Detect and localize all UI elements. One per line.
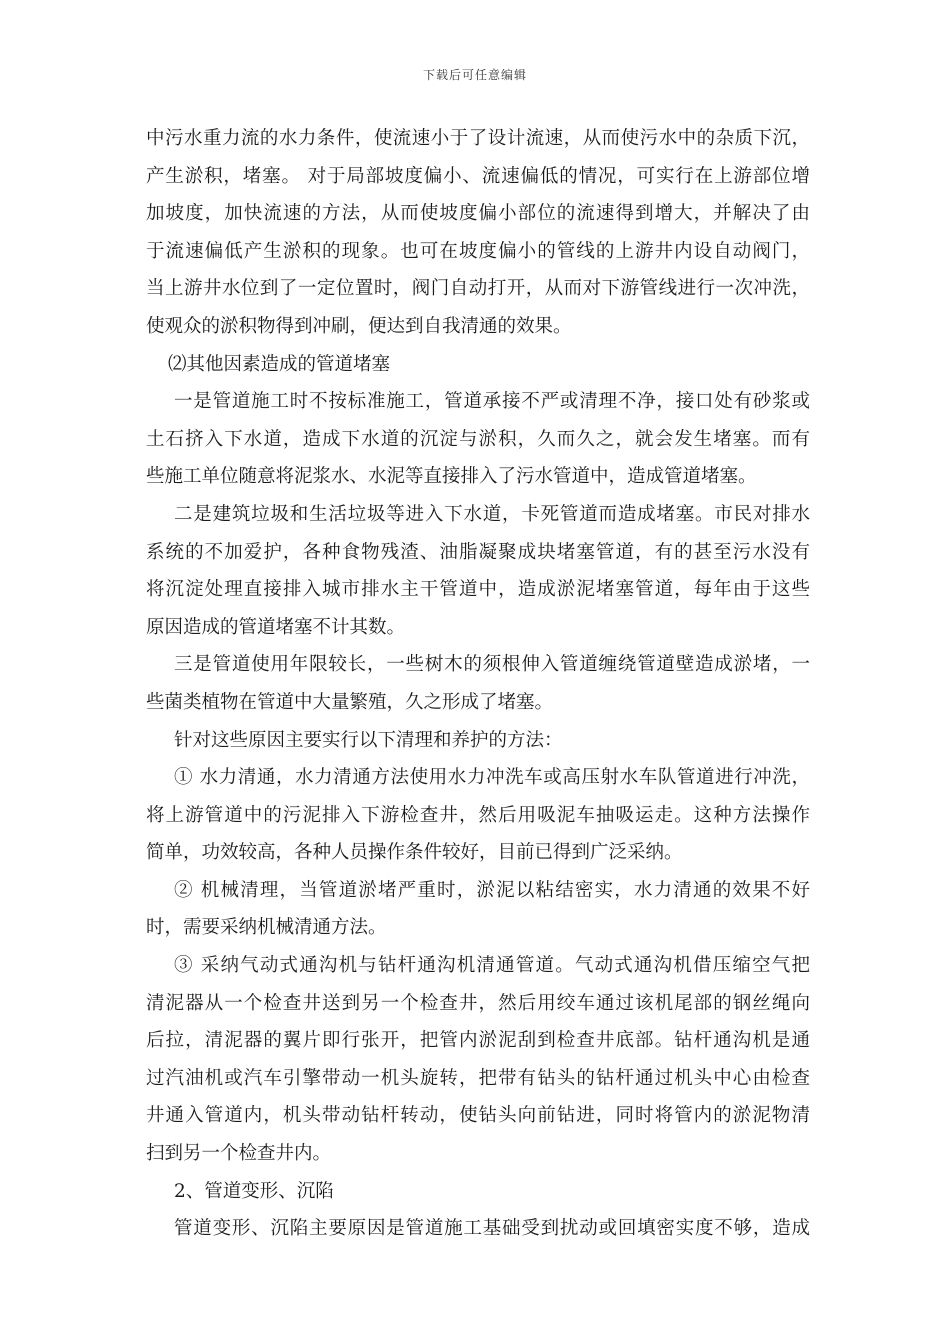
text-line: ⑵其他因素造成的管道堵塞	[168, 353, 391, 375]
text-line: 2、管道变形、沉陷	[174, 1180, 334, 1202]
text-line: 针对这些原因主要实行以下清理和养护的方法：	[174, 729, 563, 751]
text-line: 将沉淀处理直接排入城市排水主干管道中，造成淤泥堵塞管道，每年由于这些	[146, 579, 810, 601]
page-header: 下载后可任意编辑	[422, 68, 527, 82]
text-line: 当上游井水位到了一定位置时，阀门自动打开，从而对下游管线进行一次冲洗，	[146, 278, 810, 300]
text-line: 些菌类植物在管道中大量繁殖，久之形成了堵塞。	[146, 691, 554, 713]
text-line: 系统的不加爱护，各种食物残渣、油脂凝聚成块堵塞管道，有的甚至污水没有	[146, 541, 810, 563]
text-line: 后拉，清泥器的翼片即行张开，把管内淤泥刮到检查井底部。钻杆通沟机是通	[146, 1030, 810, 1052]
text-line: 使观众的淤积物得到冲刷，便达到自我清通的效果。	[146, 315, 572, 337]
text-line: 井通入管道内，机头带动钻杆转动，使钻头向前钻进，同时将管内的淤泥物清	[146, 1105, 810, 1127]
text-line: 过汽油机或汽车引擎带动一机头旋转，把带有钻头的钻杆通过机头中心由检查	[146, 1067, 810, 1089]
document-body	[146, 120, 810, 1248]
text-line: 中污水重力流的水力条件，使流速小于了设计流速，从而使污水中的杂质下沉，	[146, 128, 810, 149]
text-line: 产生淤积，堵塞。 对于局部坡度偏小、流速偏低的情况，可实行在上游部位增	[146, 165, 810, 187]
text-line: ③ 采纳气动式通沟机与钻杆通沟机清通管道。气动式通沟机借压缩空气把	[174, 955, 810, 977]
text-line: 简单，功效较高，各种人员操作条件较好，目前已得到广泛采纳。	[146, 842, 683, 864]
text-line: 将上游管道中的污泥排入下游检查井，然后用吸泥车抽吸运走。这种方法操作	[146, 804, 810, 826]
text-line: 原因造成的管道堵塞不计其数。	[146, 616, 406, 638]
text-line: 三是管道使用年限较长，一些树木的须根伸入管道缠绕管道壁造成淤堵，一	[174, 654, 810, 676]
text-line: ② 机械清理，当管道淤堵严重时，淤泥以粘结密实，水力清通的效果不好	[174, 879, 810, 901]
text-line: 于流速偏低产生淤积的现象。也可在坡度偏小的管线的上游井内设自动阀门，	[146, 240, 810, 262]
text-line: 土石挤入下水道，造成下水道的沉淀与淤积，久而久之，就会发生堵塞。而有	[146, 428, 810, 450]
text-line: 管道变形、沉陷主要原因是管道施工基础受到扰动或回填密实度不够，造成	[174, 1218, 810, 1240]
text-line: 时，需要采纳机械清通方法。	[146, 917, 387, 939]
text-line: ① 水力清通，水力清通方法使用水力冲洗车或高压射水车队管道进行冲洗，	[174, 767, 810, 789]
text-line: 一是管道施工时不按标准施工，管道承接不严或清理不净，接口处有砂浆或	[174, 391, 810, 413]
text-line: 二是建筑垃圾和生活垃圾等进入下水道，卡死管道而造成堵塞。市民对排水	[174, 503, 810, 525]
text-line: 些施工单位随意将泥浆水、水泥等直接排入了污水管道中，造成管道堵塞。	[146, 466, 757, 488]
text-line: 加坡度，加快流速的方法，从而使坡度偏小部位的流速得到增大，并解决了由	[146, 203, 810, 225]
text-line: 清泥器从一个检查井送到另一个检查井，然后用绞车通过该机尾部的钢丝绳向	[146, 992, 810, 1014]
text-line: 扫到另一个检查井内。	[146, 1143, 332, 1165]
